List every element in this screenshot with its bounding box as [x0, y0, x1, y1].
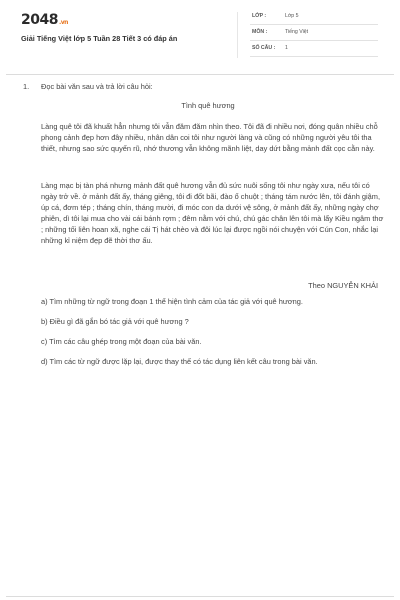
document-title: Giải Tiếng Việt lớp 5 Tuần 28 Tiết 3 có đáp án — [21, 34, 178, 43]
meta-value: Tiếng Việt — [285, 29, 309, 35]
subquestion-c: c) Tìm các câu ghép trong một đoạn của bài văn. — [41, 337, 202, 346]
passage-paragraph-2: Làng mạc bị tàn phá nhưng mảnh đất quê hương vẫn đủ sức nuôi sống tôi như ngày xưa, nếu tôi có ngày trở về. ở mảnh đất ấy, tháng giêng, tôi đi đốt bãi, đào ổ chuột ; tháng tám nước lên, tôi đánh giậm, úp cá, đơm tép ; tháng chín, tháng mười, đi móc con da dưới vệ sông, ở mảnh đất ấy, những ngày chợ phiên, dì tôi lại mua cho vài cái bánh rợm ; đêm nằm với chú, chú gác chân lên tôi mà lẩy Kiều ngâm thơ ; những tối liên hoan xã, nghe cái Tị hát chèo và đôi lúc lại được ngồi nói chuyện với Cún Con, nhắc lại những kỉ niệm đẹp đẽ thời thơ ấu. — [41, 181, 384, 246]
footer-rule — [6, 596, 394, 597]
meta-key: MÔN : — [252, 29, 268, 35]
question-number: 1. — [23, 82, 30, 91]
subquestion-d: d) Tìm các từ ngữ được lặp lại, được thay thế có tác dụng liên kết câu trong bài văn. — [41, 357, 318, 366]
logo-main: 2048 — [21, 12, 58, 28]
passage-title: Tình quê hương — [181, 101, 235, 110]
meta-value: Lớp 5 — [285, 13, 299, 19]
meta-value: 1 — [285, 45, 288, 51]
meta-key: LỚP : — [252, 13, 267, 19]
meta-key: SỐ CÂU : — [252, 45, 276, 51]
question-prompt: Đọc bài văn sau và trả lời câu hỏi: — [41, 82, 153, 91]
subquestion-b: b) Điều gì đã gắn bó tác giả với quê hương ? — [41, 317, 189, 326]
logo-suffix: .vn — [58, 19, 68, 26]
passage-author: Theo NGUYỄN KHẢI — [308, 281, 378, 290]
subquestion-a: a) Tìm những từ ngữ trong đoạn 1 thể hiện tình cảm của tác giả với quê hương. — [41, 297, 303, 306]
passage-paragraph-1: Làng quê tôi đã khuất hẳn nhưng tôi vẫn đăm đăm nhìn theo. Tôi đã đi nhiều nơi, đóng quân nhiều chỗ phong cảnh đẹp hơn đây nhiều, nhân dân coi tôi như người làng và cũng có những người yêu tôi tha thiết, nhưng sao sức quyến rũ, nhớ thương vẫn không mãnh liệt, day dứt bằng mảnh đất cọc cằn này. — [41, 122, 378, 154]
